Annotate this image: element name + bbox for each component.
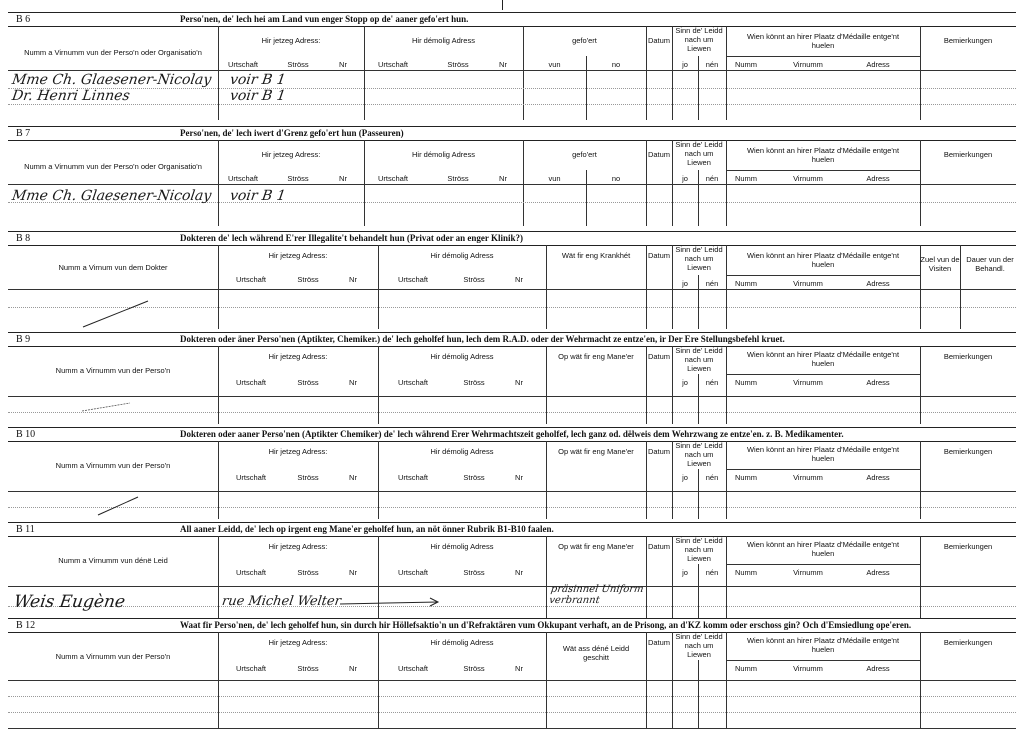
col-how: Op wät fir eng Mane'er: [558, 352, 634, 361]
section-title: Waat fir Perso'nen, de' lech geholfef hun, sin durch hir Höllefsaktio'n un d'Refraktären vum Okkupant verhaft, an de Prisong, an d'KZ komm oder erschoss gin? Och d'Emsiedlung ope'eren.: [180, 620, 912, 630]
section-code: B 7: [16, 128, 31, 139]
section-header: [8, 12, 1016, 27]
section-code: B 12: [16, 620, 36, 631]
section-title: Dokteren de' lech während E'rer Illegalite't behandelt hun (Privat oder an enger Klinik?): [180, 233, 524, 243]
handwritten-address: voir B 1: [228, 88, 287, 104]
col-current-address: Hir jetzeg Adress:: [261, 36, 321, 45]
section-b10: B 10 Dokteren oder aaner Perso'nen (Aptikter Chemiker) de' lech während Erer Wehrmachtszeit geholfef, lech ganz od. dëlweis dem Wehrzwang ze entze'en. z. B. Medikamenter. Numm a Virnumm vun der Perso'n Hir jetzeg Adress: Urtschaft Ströss Nr Hir démolig Adress Urtschaft Ströss Nr Op wät fir eng Mane'er Datum Sinn de' Leidd nach um Liewen jo nén Wien könnt an hirer Plaatz d'Médaille entge'nt huelen Numm Virnumm Adress Bemierkungen: [8, 427, 1016, 519]
col-duration: Dauer vun der Behandl.: [966, 255, 1014, 273]
col-name: Numm a Virnumm vun der Perso'n oder Organisatio'n: [24, 48, 202, 57]
handwritten-address: rue Michel Welter: [220, 594, 342, 609]
handwritten-address: voir B 1: [228, 188, 287, 204]
section-code: B 6: [16, 14, 31, 25]
col-driven: gefo'ert: [572, 36, 597, 45]
col-illness: Wät fir eng Krankhét: [561, 251, 631, 260]
handwritten-name: Mme Ch. Glaesener-Nicolay: [10, 188, 213, 204]
col-what-happened: Wät ass déné Leidd geschitt: [562, 644, 630, 662]
section-title: All aaner Leidd, de' lech op irgent eng Mane'er geholfef hun, an nöt önner Rubrik B1-B10 faalen.: [180, 524, 554, 534]
section-b12: B 12 Waat fir Perso'nen, de' lech geholfef hun, sin durch hir Höllefsaktio'n un d'Refraktären vum Okkupant verhaft, an de Prisong, an d'KZ komm oder erschoss gin? Och d'Emsiedlung ope'eren. Numm a Virnumm vun der Perso'n Hir jetzeg Adress: Urtschaft Ströss Nr Hir démolig Adress Urtschaft Ströss Nr Wät ass déné Leidd geschitt Datum Sinn de' Leidd nach um Liewen Wien könnt an hirer Plaatz d'Médaille entge'nt huelen Numm Virnumm Adress Bemierkungen: [8, 618, 1016, 730]
section-code: B 11: [16, 524, 35, 535]
handwritten-name: Weis Eugène: [12, 592, 127, 612]
arrow-icon: [338, 596, 448, 610]
handwritten-name: Mme Ch. Glaesener-Nicolay: [10, 72, 213, 88]
col-former-address: Hir démolig Adress: [412, 36, 475, 45]
section-title: Dokteren oder äner Perso'nen (Aptikter, Chemiker.) de' lech geholfef hun, lech dem R.A.D. oder der Wehrmacht ze entze'en, ir Der Ere Stellungsbefehl kruet.: [180, 334, 785, 344]
section-b6: B 6 Perso'nen, de' lech hei am Land vun enger Stopp op de' aaner gefo'ert hun. Numm a Virnumm vun der Perso'n oder Organisatio'n Hir jetzeg Adress: Urtschaft Ströss Nr Hir démolig Adress Urtschaft Ströss Nr gefo'ert vun no Datum Sinn de' Leidd nach um Liewen jo nén Wien könnt an hirer Plaatz d'Médaille entge'nt huelen Numm Virnumm Adress Bemierkungen Mme Ch. Glaesener-Nicolay voir B 1 Dr. Henri Linnes voir B 1: [8, 12, 1016, 120]
col-datum: Datum: [647, 36, 671, 45]
section-code: B 9: [16, 334, 31, 345]
section-b11: B 11 All aaner Leidd, de' lech op irgent eng Mane'er geholfef hun, an nöt önner Rubrik B1-B10 faalen. Numm a Virnumm vun dénë Leid Hir jetzeg Adress: Urtschaft Ströss Nr Hir démolig Adress Urtschaft Ströss Nr Op wät fir eng Mane'er Datum Sinn de' Leidd nach um Liewen jo nén Wien könnt an hirer Plaatz d'Médaille entge'nt huelen Numm Virnumm Adress Bemierkungen Weis Eugène rue Michel Welter präsinnel Uniform verbrannt: [8, 522, 1016, 618]
section-title: Dokteren oder aaner Perso'nen (Aptikter Chemiker) de' lech während Erer Wehrmachtszeit geholfef, lech ganz od. dëlweis dem Wehrzwang ze entze'en. z. B. Medikamenter.: [180, 429, 844, 439]
section-title: Perso'nen, de' lech hei am Land vun enger Stopp op de' aaner gefo'ert hun.: [180, 14, 469, 24]
strike-mark: [78, 297, 158, 331]
strike-mark: [78, 400, 138, 414]
top-tick: [502, 0, 503, 10]
col-medal: Wien könnt an hirer Plaatz d'Médaille entge'nt huelen: [746, 32, 900, 50]
section-b8: B 8 Dokteren de' lech während E'rer Illegalite't behandelt hun (Privat oder an enger Klinik?) Numm a Virnum vun dem Dokter Hir jetzeg Adress: Urtschaft Ströss Nr Hir démolig Adress Urtschaft Ströss Nr Wät fir eng Krankhét Datum Sinn de' Leidd nach um Liewen jo nén Wien könnt an hirer Plaatz d'Médaille entge'nt huelen Numm Virnumm Adress Zuel vun de Visiten Dauer vun der Behandl.: [8, 231, 1016, 329]
section-code: B 8: [16, 233, 31, 244]
col-alive: Sinn de' Leidd nach um Liewen: [675, 26, 723, 53]
handwritten-how: präsinnel Uniform verbrannt: [548, 584, 645, 606]
section-code: B 10: [16, 429, 36, 440]
section-b7: B 7 Perso'nen, de' lech iwert d'Grenz gefo'ert hun (Passeuren) Numm a Virnumm vun der Perso'n oder Organisatio'n Hir jetzeg Adress: Urtschaft Ströss Nr Hir démolig Adress Urtschaft Ströss Nr gefo'ert vun no Datum Sinn de' Leidd nach um Liewen jo nén Wien könnt an hirer Plaatz d'Médaille entge'nt huelen Numm Virnumm Adress Bemierkungen Mme Ch. Glaesener-Nicolay voir B 1: [8, 126, 1016, 226]
handwritten-name: Dr. Henri Linnes: [10, 88, 131, 104]
col-remarks: Bemierkungen: [943, 36, 993, 45]
section-title: Perso'nen, de' lech iwert d'Grenz gefo'ert hun (Passeuren): [180, 128, 404, 138]
strike-mark: [94, 493, 144, 519]
section-b9: B 9 Dokteren oder äner Perso'nen (Aptikter, Chemiker.) de' lech geholfef hun, lech dem R.A.D. oder der Wehrmacht ze entze'en, ir Der Ere Stellungsbefehl kruet. Numm a Virnumm vun der Perso'n Hir jetzeg Adress: Urtschaft Ströss Nr Hir démolig Adress Urtschaft Ströss Nr Op wät fir eng Mane'er Datum Sinn de' Leidd nach um Liewen jo nén Wien könnt an hirer Plaatz d'Médaille entge'nt huelen Numm Virnumm Adress Bemierkungen: [8, 332, 1016, 424]
handwritten-address: voir B 1: [228, 72, 287, 88]
col-visits: Zuel vun de Visiten: [920, 255, 960, 273]
